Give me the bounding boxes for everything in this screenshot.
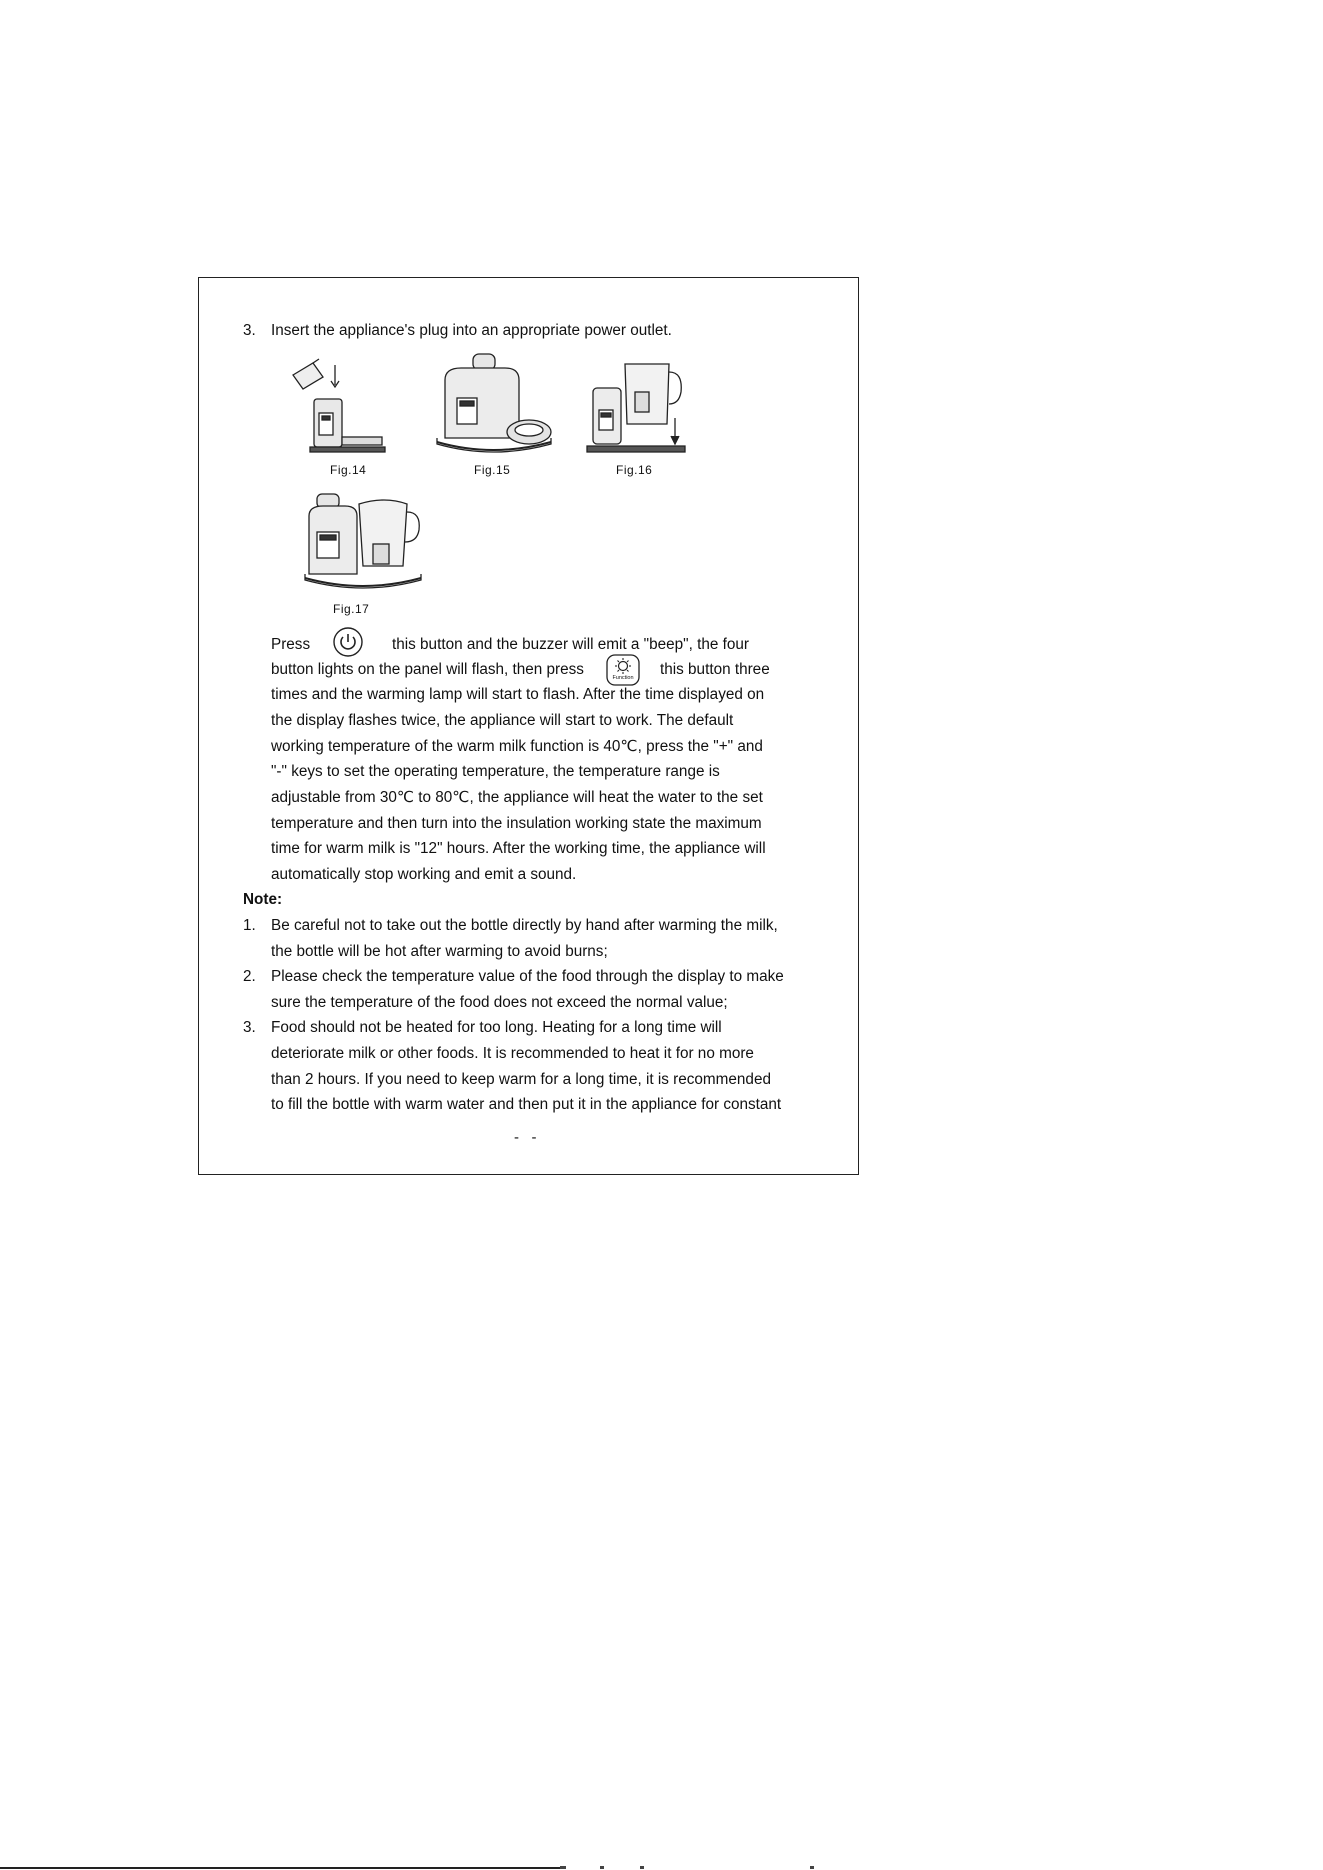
instruction-text: temperature and then turn into the insulation working state the maximum (271, 815, 762, 832)
bottom-tick (810, 1866, 814, 1869)
instruction-text: the display flashes twice, the appliance will start to work. The default (271, 712, 734, 729)
note-text: than 2 hours. If you need to keep warm for a long time, it is recommended (271, 1071, 771, 1088)
step-number: 3. (243, 322, 256, 339)
note-number: 2. (243, 968, 256, 985)
instruction-text: this button three (660, 661, 770, 678)
instruction-text: this button and the buzzer will emit a "beep", the four (392, 636, 749, 653)
figure-caption: Fig.17 (333, 602, 370, 616)
note-text: Please check the temperature value of the food through the display to make (271, 968, 784, 985)
appliance-full-assembly-icon (303, 490, 431, 600)
note-heading: Note: (243, 891, 283, 908)
power-button-icon (332, 626, 364, 658)
figure-caption: Fig.14 (330, 463, 367, 477)
instruction-text: Press (271, 636, 311, 653)
note-text: sure the temperature of the food does not exceed the normal value; (271, 994, 728, 1011)
note-number: 3. (243, 1019, 256, 1036)
figure-caption: Fig.16 (616, 463, 653, 477)
bottom-rule (0, 1867, 560, 1869)
instruction-text: working temperature of the warm milk function is 40℃, press the "+" and (271, 738, 763, 755)
appliance-with-bottle-icon (433, 350, 558, 460)
appliance-with-jar-icon (585, 358, 690, 460)
bottom-tick (560, 1866, 566, 1869)
function-button-icon (606, 654, 640, 686)
note-number: 1. (243, 917, 256, 934)
note-text: to fill the bottle with warm water and then put it in the appliance for constant (271, 1096, 782, 1113)
instruction-text: adjustable from 30℃ to 80℃, the appliance will heat the water to the set (271, 789, 763, 806)
function-button-label: Function (612, 675, 634, 681)
bottom-tick (600, 1866, 604, 1869)
step-text: Insert the appliance's plug into an appropriate power outlet. (271, 322, 672, 339)
bottom-tick (640, 1866, 644, 1869)
instruction-text: button lights on the panel will flash, then press (271, 661, 584, 678)
appliance-pouring-water-icon (285, 355, 395, 460)
figure-caption: Fig.15 (474, 463, 511, 477)
instruction-text: time for warm milk is "12" hours. After the working time, the appliance will (271, 840, 766, 857)
note-text: deteriorate milk or other foods. It is recommended to heat it for no more (271, 1045, 754, 1062)
instruction-text: automatically stop working and emit a sound. (271, 866, 577, 883)
note-text: Food should not be heated for too long. Heating for a long time will (271, 1019, 722, 1036)
instruction-text: times and the warming lamp will start to flash. After the time displayed on (271, 686, 765, 703)
page-number-marker: - - (514, 1129, 537, 1146)
instruction-text: "-" keys to set the operating temperature, the temperature range is (271, 763, 720, 780)
note-text: Be careful not to take out the bottle directly by hand after warming the milk, (271, 917, 778, 934)
note-text: the bottle will be hot after warming to avoid burns; (271, 943, 608, 960)
